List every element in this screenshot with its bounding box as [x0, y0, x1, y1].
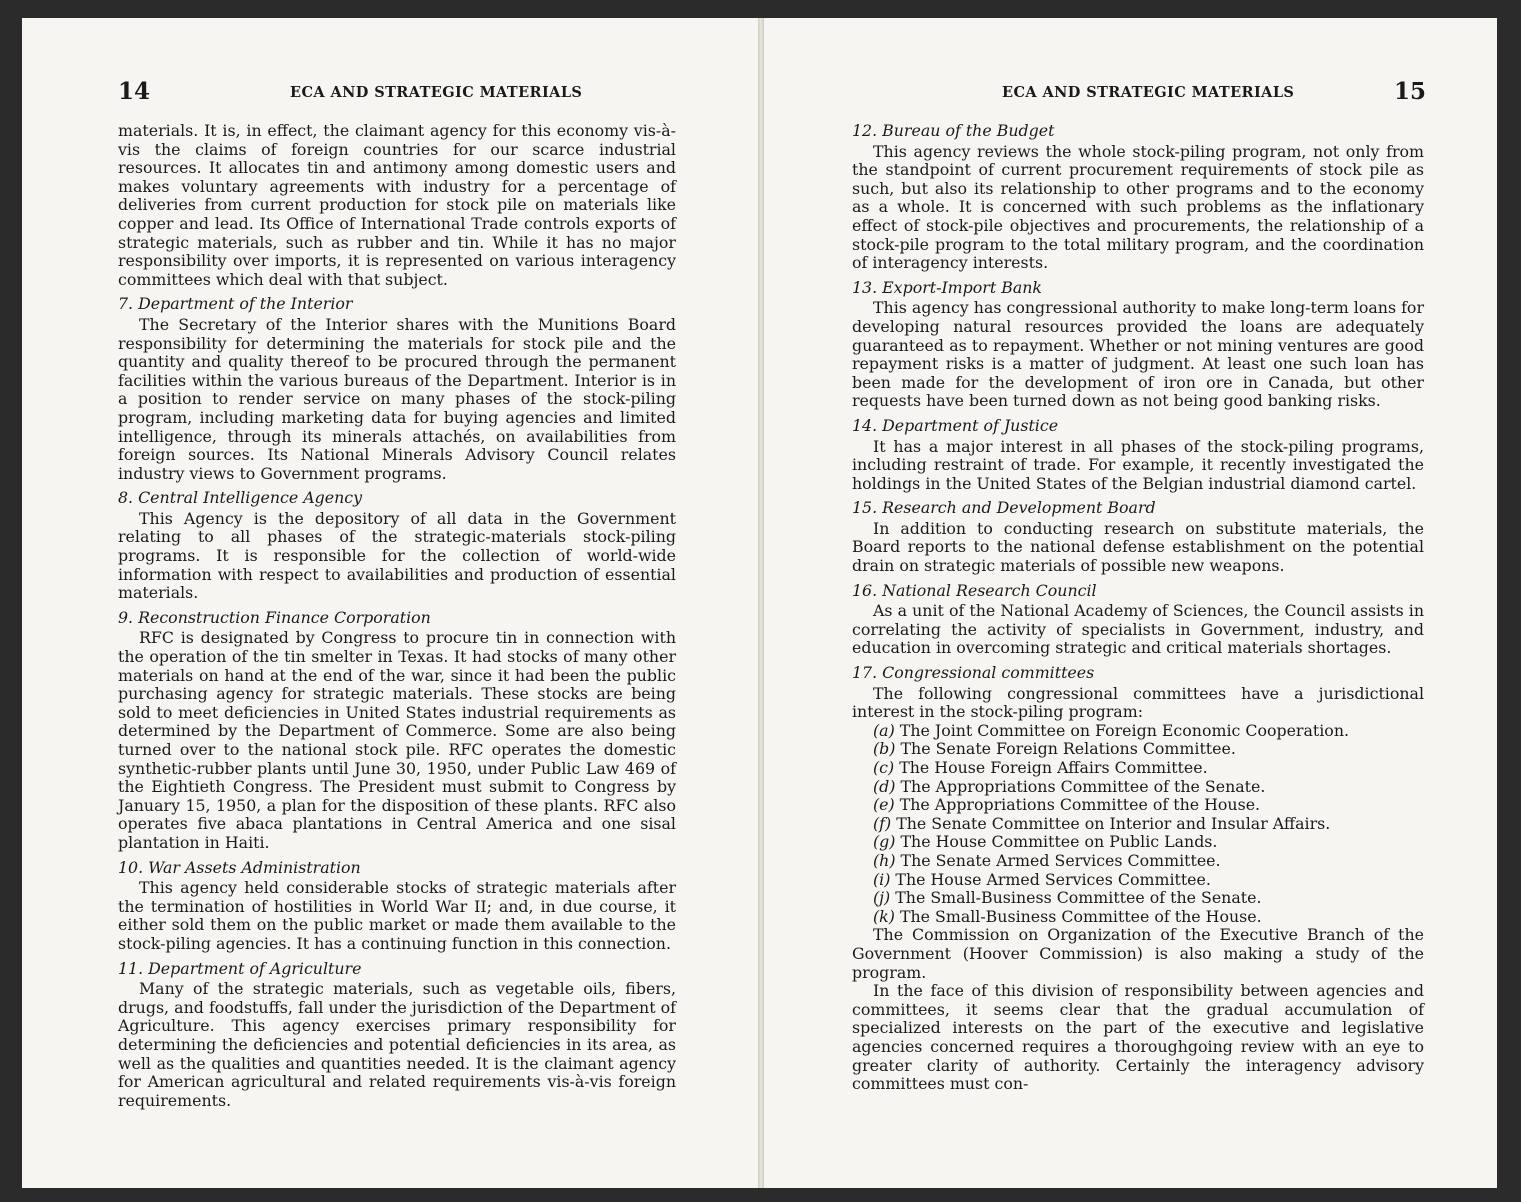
list-text: The Small-Business Committee of the Senate. [895, 888, 1262, 908]
section-heading: 10. War Assets Administration [118, 857, 361, 877]
list-text: The Senate Armed Services Committee. [900, 850, 1221, 870]
list-label: (b) [873, 739, 896, 759]
book-spread [22, 18, 1497, 1188]
paragraph: It has a major interest in all phases of the stock-piling programs, including restraint of trade. For example, it recently investigated the holdings in the United States of the Belgian industrial diamond cartel. [852, 436, 1424, 493]
committee-list [852, 722, 1424, 927]
text-column [118, 122, 676, 1110]
list-item [852, 908, 1424, 927]
list-item [852, 815, 1424, 834]
list-label: (f) [873, 813, 892, 833]
paragraph: As a unit of the National Academy of Sciences, the Council assists in correlating the activity of specialists in Government, industry, and education in overcoming strategic and critical materials shortages. [852, 601, 1424, 658]
list-item [852, 759, 1424, 778]
paragraph: The Commission on Organization of the Executive Branch of the Government (Hoover Commission) is also making a study of the program. [852, 925, 1424, 982]
paragraph: This agency held considerable stocks of strategic materials after the termination of hostilities in World War II; and, in due course, it either sold them on the public market or made them available to the stock-piling agencies. It has a continuing function in this connection. [118, 878, 676, 953]
paragraph: This agency reviews the whole stock-piling program, not only from the standpoint of current procurement requirements of stock pile as such, but also its relationship to other programs and to the economy as a whole. It is concerned with such problems as the inflationary effect of stock-pile objectives and procurements, the relationship of a stock-pile program to the total military program, and the coordination of interagency interests. [852, 141, 1424, 273]
list-item [852, 889, 1424, 908]
list-text: The Senate Foreign Relations Committee. [900, 739, 1236, 759]
section-heading: 17. Congressional committees [852, 663, 1095, 683]
section-heading: 9. Reconstruction Finance Corporation [118, 607, 431, 627]
list-label: (j) [873, 888, 891, 908]
paragraph: RFC is designated by Congress to procure tin in connection with the operation of the tin smelter in Texas. It had stocks of many other materials on hand at the end of the war, since it had been the public purchasing agency for strategic materials. These stocks are being sold to meet deficiencies in United States industrial requirements as determined by the Department of Commerce. Some are also being turned over to the national stock pile. RFC operates the domestic synthetic-rubber plants until June 30, 1950, under Public Law 469 of the Eightieth Congress. The President must submit to Congress by January 15, 1950, a plan for the disposition of these plants. RFC also operates five abaca plantations in Central America and one sisal plantation in Haiti. [118, 628, 676, 852]
list-item [852, 833, 1424, 852]
text-column [852, 122, 1424, 1094]
section-heading: 13. Export-Import Bank [852, 277, 1042, 297]
list-text: The House Committee on Public Lands. [900, 832, 1218, 852]
section-heading: 11. Department of Agriculture [118, 958, 362, 978]
list-label: (g) [873, 832, 896, 852]
paragraph: Many of the strategic materials, such as vegetable oils, fibers, drugs, and foodstuffs, fall under the jurisdiction of the Department of Agriculture. This agency exercises primary responsibility for determining the deficiencies and potential deficiencies in its area, as well as the qualities and quantities needed. It is the claimant agency for American agricultural and related requirements vis-à-vis foreign requirements. [118, 979, 676, 1110]
list-item [852, 778, 1424, 797]
running-head: ECA AND STRATEGIC MATERIALS [1002, 84, 1295, 101]
paragraph: materials. It is, in effect, the claimant agency for this economy vis-à-vis the claims of foreign countries for our scarce industrial resources. It allocates tin and antimony among domestic users and makes voluntary agreements with industry for a percentage of deliveries from current production for stock pile on materials like copper and lead. Its Office of International Trade controls exports of strategic materials, such as rubber and tin. While it has no major responsibility over imports, it is represented on various interagency committees which deal with that subject. [118, 121, 676, 289]
list-item [852, 852, 1424, 871]
list-item [852, 740, 1424, 759]
right-page [764, 18, 1497, 1188]
paragraph: In addition to conducting research on substitute materials, the Board reports to the national defense establishment on the potential drain on strategic materials of possible new weapons. [852, 518, 1424, 576]
list-label: (e) [873, 795, 895, 815]
list-text: The Joint Committee on Foreign Economic Cooperation. [899, 720, 1350, 740]
list-label: (k) [873, 906, 895, 926]
section-heading: 12. Bureau of the Budget [852, 121, 1055, 140]
running-head: ECA AND STRATEGIC MATERIALS [290, 84, 583, 101]
list-label: (h) [873, 850, 896, 870]
paragraph: The Secretary of the Interior shares with the Munitions Board responsibility for determining the materials for stock pile and the quantity and quality thereof to be procured through the permanent facilities within the various bureaus of the Department. Interior is in a position to render service on many phases of the stock-piling program, including marketing data for buying agencies and limited intelligence, through its minerals attachés, on availabilities from foreign sources. Its National Minerals Advisory Council relates industry views to Government programs. [118, 314, 676, 483]
list-label: (c) [873, 758, 895, 777]
paragraph: This agency has congressional authority to make long-term loans for developing natural resources provided the loans are adequately guaranteed as to repayment. Whether or not mining ventures are good repayment risks is a matter of judgment. At least one such loan has been made for the development of iron ore in Canada, but other requests have been turned down as not being good banking risks. [852, 298, 1424, 411]
page-number: 14 [118, 78, 151, 105]
list-text: The Small-Business Committee of the House. [899, 906, 1262, 926]
list-item [852, 871, 1424, 890]
list-item [852, 722, 1424, 741]
list-label: (a) [873, 720, 895, 740]
paragraph: This Agency is the depository of all data in the Government relating to all phases of the strategic-materials stock-piling programs. It is responsible for the collection of world-wide information with respect to availabilities and production of essential materials. [118, 508, 676, 603]
list-text: The House Foreign Affairs Committee. [899, 758, 1208, 777]
section-heading: 8. Central Intelligence Agency [118, 488, 363, 508]
page-number: 15 [1394, 78, 1427, 105]
list-item [852, 796, 1424, 815]
list-label: (i) [873, 869, 891, 889]
paragraph: In the face of this division of responsibility between agencies and committees, it seems clear that the gradual accumulation of specialized interests on the part of the executive and legislative agencies concerned requires a thoroughgoing review with an eye to greater clarity of authority. Certainly the interagency advisory committees must con- [852, 981, 1424, 1094]
list-text: The Appropriations Committee of the Senate. [900, 776, 1266, 796]
list-text: The House Armed Services Committee. [895, 869, 1211, 889]
left-page [22, 18, 758, 1188]
section-heading: 15. Research and Development Board [852, 498, 1156, 518]
section-heading: 16. National Research Council [852, 580, 1097, 600]
list-text: The Senate Committee on Interior and Insular Affairs. [896, 813, 1331, 833]
section-heading: 14. Department of Justice [852, 415, 1059, 435]
list-label: (d) [873, 776, 896, 796]
list-text: The Appropriations Committee of the House. [899, 795, 1261, 815]
paragraph: The following congressional committees have a jurisdictional interest in the stock-piling program: [852, 683, 1424, 722]
section-heading: 7. Department of the Interior [118, 294, 353, 314]
